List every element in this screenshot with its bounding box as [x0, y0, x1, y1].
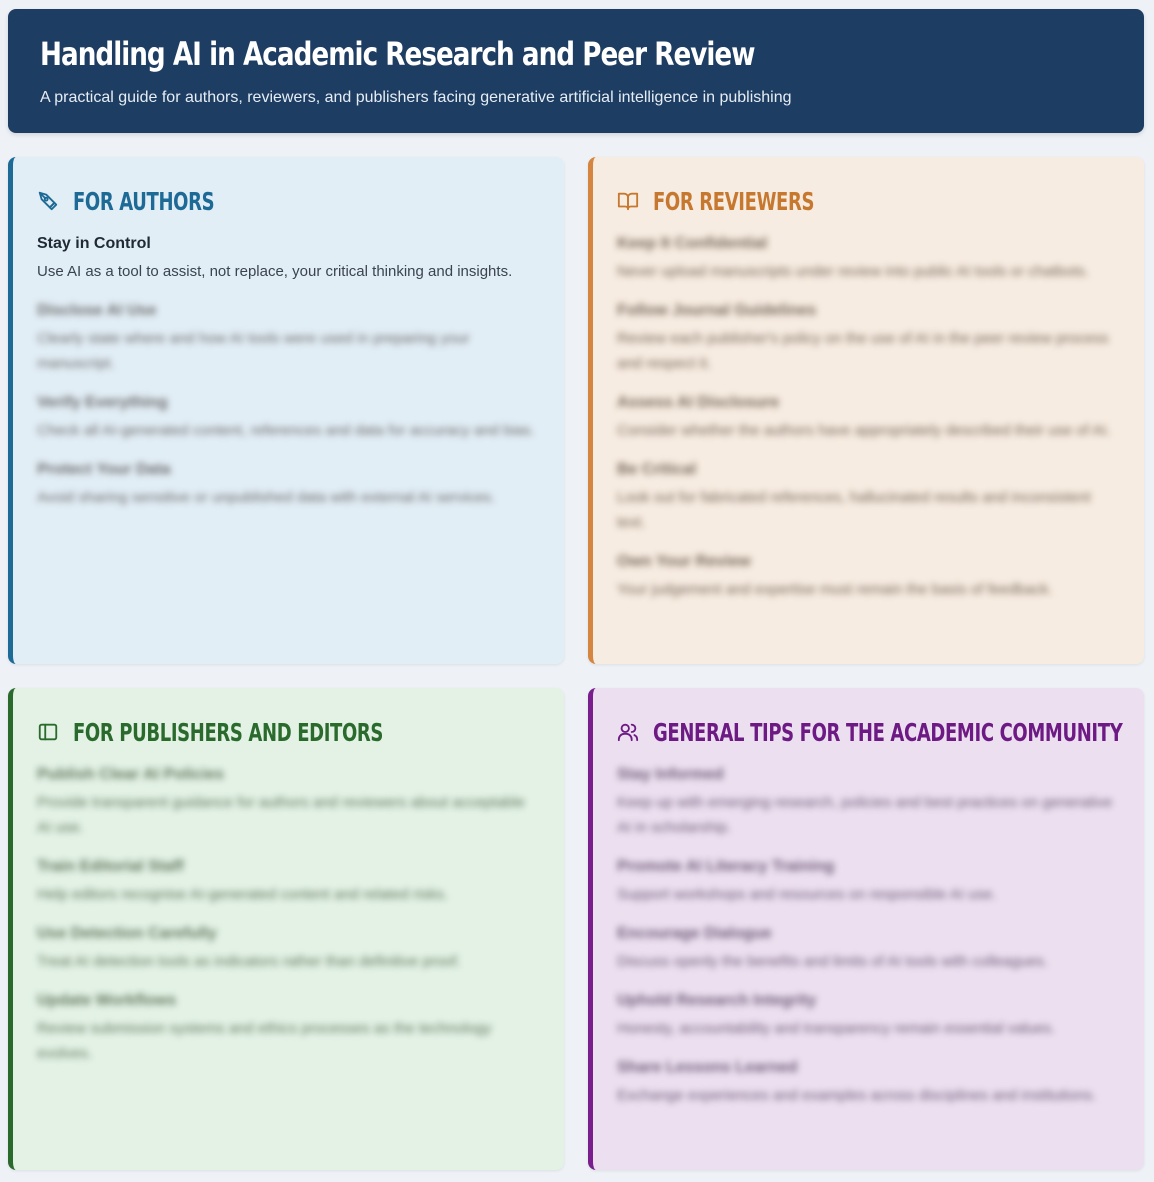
authors-item — [37, 302, 540, 376]
reviewers-item — [617, 302, 1120, 376]
item-heading: Promote AI Literacy Training — [617, 858, 835, 875]
item-heading: Encourage Dialogue — [617, 925, 772, 942]
community-title: GENERAL TIPS FOR THE ACADEMIC COMMUNITY — [653, 717, 1123, 747]
pen-nib-icon — [37, 190, 59, 212]
page-title: Handling AI in Academic Research and Peer Review — [40, 35, 755, 73]
authors-items — [37, 235, 540, 510]
item-heading: Verify Everything — [37, 394, 168, 411]
page-header — [8, 9, 1144, 133]
item-body: Review each publisher's policy on the use of AI in the peer review process and respect it. — [617, 330, 1109, 372]
item-heading: Train Editorial Staff — [37, 858, 184, 875]
item-body: Check all AI-generated content, references and data for accuracy and bias. — [37, 422, 535, 439]
item-heading: Stay in Control — [37, 235, 151, 252]
authors-item — [37, 235, 540, 284]
community-items — [617, 766, 1120, 1108]
item-heading: Share Lessons Learned — [617, 1059, 798, 1076]
page-subtitle: A practical guide for authors, reviewers, and publishers facing generative artificial intelligence in publishing — [40, 89, 792, 106]
publishers-item — [37, 992, 540, 1066]
item-heading: Own Your Review — [617, 553, 751, 570]
item-heading: Publish Clear AI Policies — [37, 766, 225, 783]
sidebar-panel-icon — [37, 721, 59, 743]
item-body: Your judgement and expertise must remain the basis of feedback. — [617, 581, 1053, 598]
item-heading: Update Workflows — [37, 992, 177, 1009]
reviewers-items — [617, 235, 1120, 602]
item-heading: Be Critical — [617, 461, 697, 478]
item-body: Review submission systems and ethics processes as the technology evolves. — [37, 1020, 492, 1062]
reviewers-item — [617, 394, 1120, 443]
item-body: Discuss openly the benefits and limits of AI tools with colleagues. — [617, 953, 1049, 970]
item-body: Consider whether the authors have appropriately described their use of AI. — [617, 422, 1111, 439]
authors-card — [8, 157, 564, 664]
item-heading: Follow Journal Guidelines — [617, 302, 817, 319]
open-book-icon — [617, 190, 639, 212]
community-item — [617, 925, 1120, 974]
reviewers-card — [588, 157, 1144, 664]
item-heading: Stay Informed — [617, 766, 724, 783]
item-heading: Protect Your Data — [37, 461, 171, 478]
publishers-items — [37, 766, 540, 1066]
item-body: Never upload manuscripts under review into public AI tools or chatbots. — [617, 263, 1089, 280]
publishers-title: FOR PUBLISHERS AND EDITORS — [73, 717, 384, 747]
item-body: Exchange experiences and examples across disciplines and institutions. — [617, 1087, 1097, 1104]
publishers-item — [37, 766, 540, 840]
item-heading: Keep It Confidential — [617, 235, 768, 252]
item-body: Avoid sharing sensitive or unpublished data with external AI services. — [37, 489, 496, 506]
item-heading: Use Detection Carefully — [37, 925, 217, 942]
authors-item — [37, 394, 540, 443]
item-body: Keep up with emerging research, policies and best practices on generative AI in scholarship. — [617, 794, 1113, 836]
item-heading: Assess AI Disclosure — [617, 394, 780, 411]
community-item — [617, 1059, 1120, 1108]
reviewers-item — [617, 235, 1120, 284]
item-body: Clearly state where and how AI tools were used in preparing your manuscript. — [37, 330, 470, 372]
item-heading: Uphold Research Integrity — [617, 992, 817, 1009]
item-body: Honesty, accountability and transparency remain essential values. — [617, 1020, 1056, 1037]
reviewers-item — [617, 461, 1120, 535]
publishers-card — [8, 688, 564, 1170]
authors-item — [37, 461, 540, 510]
reviewers-title: FOR REVIEWERS — [653, 186, 815, 216]
item-body: Help editors recognise AI-generated content and related risks. — [37, 886, 449, 903]
publishers-item — [37, 925, 540, 974]
authors-card-header — [37, 183, 540, 219]
item-body: Provide transparent guidance for authors and reviewers about acceptable AI use. — [37, 794, 525, 836]
community-card — [588, 688, 1144, 1170]
community-item — [617, 858, 1120, 907]
users-icon — [617, 721, 639, 743]
reviewers-card-header — [617, 183, 1120, 219]
item-body: Look out for fabricated references, hallucinated results and inconsistent text. — [617, 489, 1091, 531]
community-item — [617, 766, 1120, 840]
community-card-header — [617, 714, 1123, 750]
publishers-item — [37, 858, 540, 907]
item-heading: Disclose AI Use — [37, 302, 157, 319]
publishers-card-header — [37, 714, 540, 750]
item-body: Support workshops and resources on responsible AI use. — [617, 886, 997, 903]
community-item — [617, 992, 1120, 1041]
reviewers-item — [617, 553, 1120, 602]
item-body: Treat AI detection tools as indicators rather than definitive proof. — [37, 953, 461, 970]
authors-title: FOR AUTHORS — [73, 186, 215, 216]
item-body: Use AI as a tool to assist, not replace, your critical thinking and insights. — [37, 263, 513, 280]
